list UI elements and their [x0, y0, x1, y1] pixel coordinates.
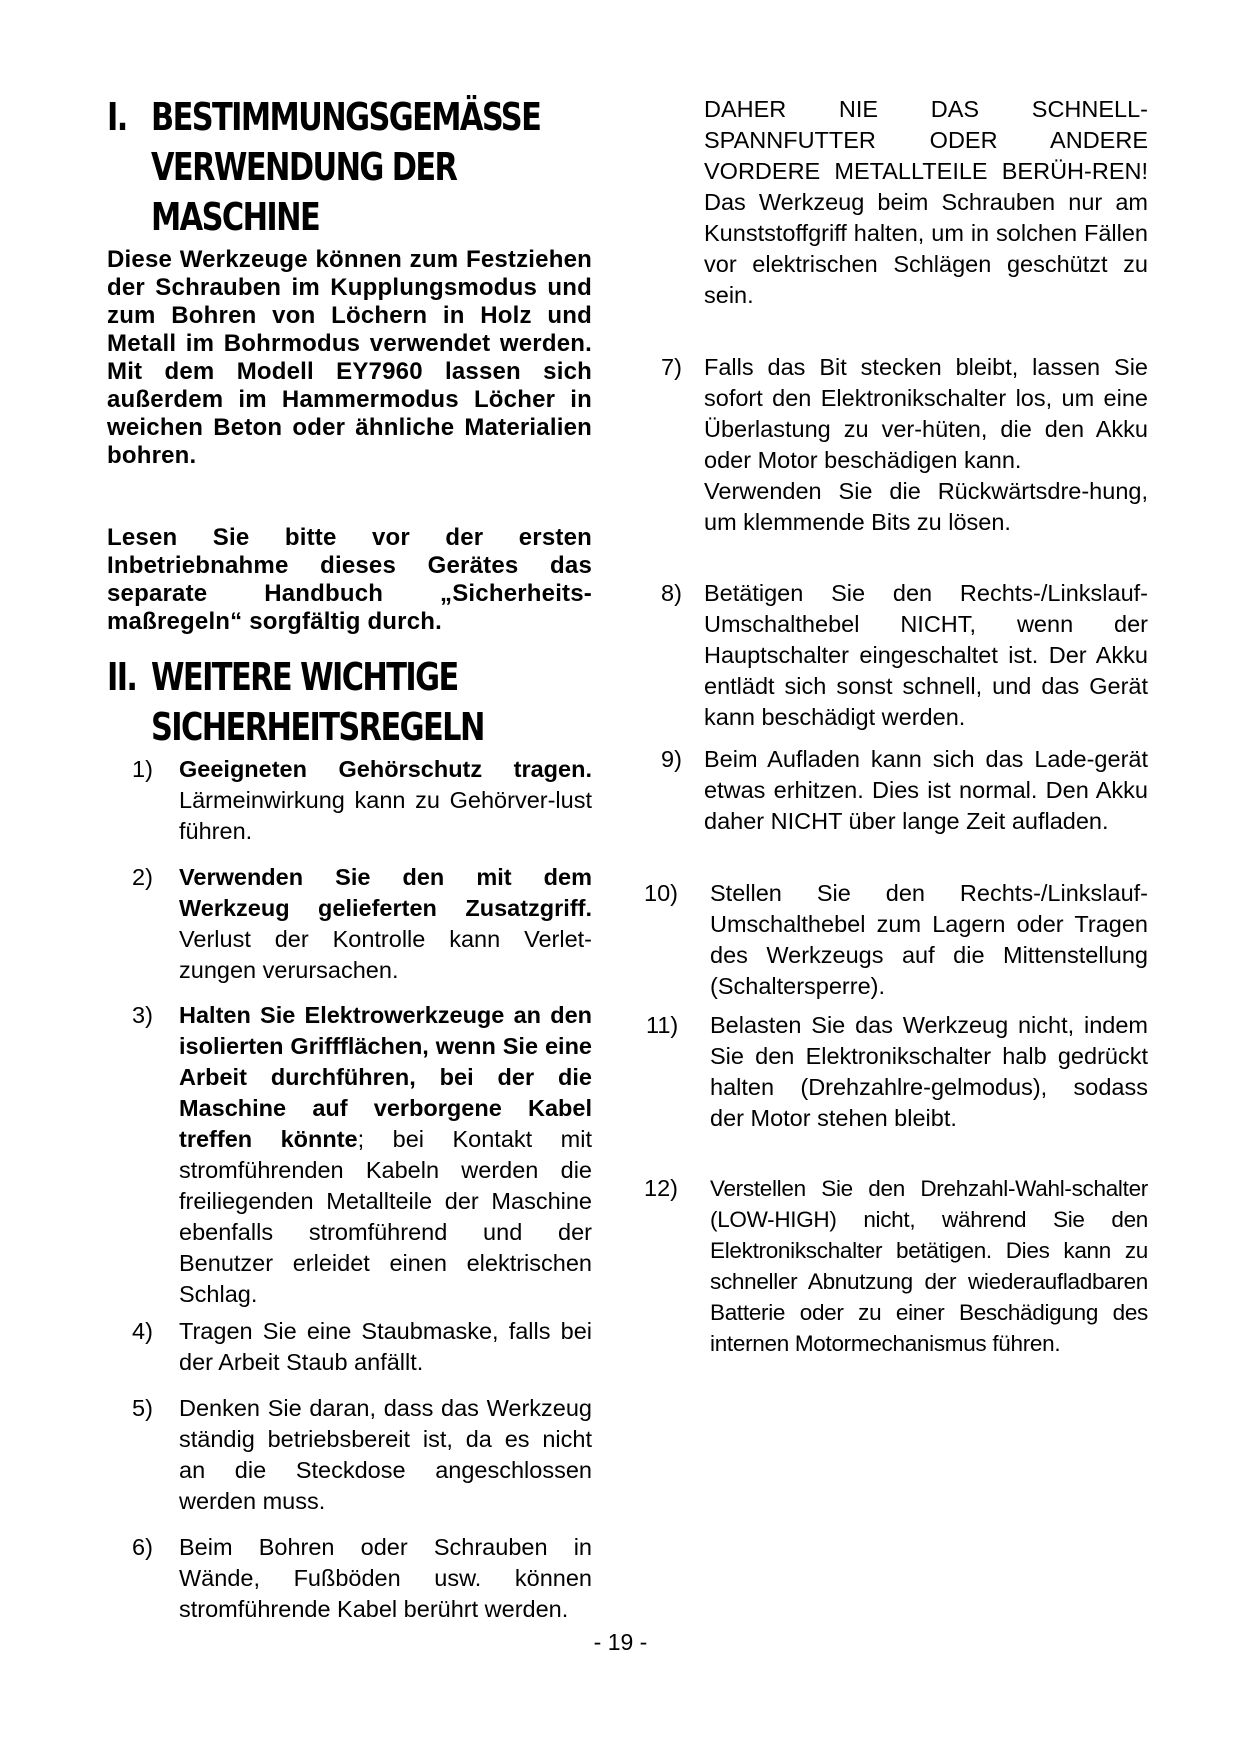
- intended-use-paragraph: Diese Werkzeuge können zum Festziehen der Schrauben im Kupplungsmodus und zum Bohren von Löchern in Holz und Metall im Bohrmodus verwendet werden. Mit dem Modell EY7960 lassen sich außerdem im Hammermodus Löcher in weichen Beton oder ähnliche Materialien bohren.: [107, 246, 592, 469]
- item-bold-text: Verwenden Sie den mit dem Werkzeug gelieferten Zusatzgriff.: [179, 864, 592, 921]
- item-number: 6): [132, 1534, 153, 1560]
- item-text-second: Verwenden Sie die Rückwärtsdre-hung, um klemmende Bits zu lösen.: [704, 478, 1148, 535]
- item-number: 4): [132, 1318, 153, 1344]
- item-number: 11): [646, 1012, 679, 1038]
- section-1-title-line3: MASCHINE: [151, 195, 320, 239]
- item-text: Denken Sie daran, dass das Werkzeug ständig betriebsbereit ist, da es nicht an die Steckdose angeschlossen werden muss.: [179, 1395, 592, 1514]
- section-1-number: I.: [107, 95, 127, 139]
- section-2-title-line2: SICHERHEITSREGELN: [151, 705, 484, 749]
- item-number: 7): [661, 354, 682, 380]
- item-text: Beim Bohren oder Schrauben in Wände, Fußböden usw. können stromführende Kabel berührt werden.: [179, 1534, 592, 1622]
- read-safety-manual-paragraph: Lesen Sie bitte vor der ersten Inbetriebnahme dieses Gerätes das separate Handbuch „Sicherheits-maßregeln“ sorgfältig durch.: [107, 524, 592, 635]
- section-2-title-line1: WEITERE WICHTIGE: [151, 655, 458, 699]
- item-text: Tragen Sie eine Staubmaske, falls bei der Arbeit Staub anfällt.: [179, 1318, 592, 1375]
- item-bold-text: Halten Sie Elektrowerkzeuge an den isolierten Griffflächen, wenn Sie eine Arbeit durchführen, bei der die Maschine auf verborgene Kabel treffen könnte: [179, 1002, 592, 1152]
- item-text: Verstellen Sie den Drehzahl-Wahl-schalter (LOW-HIGH) nicht, während Sie den Elektronikschalter betätigen. Dies kann zu schneller Abnutzung der wiederaufladbaren Batterie oder zu einer Beschädigung des internen Motormechanismus führen.: [710, 1176, 1148, 1356]
- page-number: - 19 -: [593, 1629, 648, 1655]
- item-number: 10): [644, 880, 678, 906]
- section-2-number: II.: [107, 655, 137, 699]
- item-number: 9): [661, 746, 682, 772]
- item-number: 12): [644, 1175, 678, 1201]
- item-text: Falls das Bit stecken bleibt, lassen Sie sofort den Elektronikschalter los, um eine Überlastung zu ver-hüten, die den Akku oder Motor beschädigen kann.: [704, 354, 1148, 473]
- item-6-continuation: DAHER NIE DAS SCHNELL-SPANNFUTTER ODER ANDERE VORDERE METALLTEILE BERÜH-REN! Das Werkzeug beim Schrauben nur am Kunststoffgriff halten, um in solchen Fällen vor elektrischen Schlägen geschützt zu sein.: [704, 96, 1148, 308]
- item-number: 5): [132, 1395, 153, 1421]
- item-text: Belasten Sie das Werkzeug nicht, indem Sie den Elektronikschalter halb gedrückt halten (Drehzahlre-gelmodus), sodass der Motor stehen bleibt.: [710, 1012, 1148, 1131]
- section-1-title-line2: VERWENDUNG DER: [151, 145, 457, 189]
- section-2-heading: [107, 652, 484, 752]
- item-number: 1): [132, 756, 153, 782]
- item-number: 3): [132, 1002, 153, 1028]
- item-number: 2): [132, 864, 153, 890]
- item-bold-text: Geeigneten Gehörschutz tragen.: [179, 756, 592, 782]
- item-text: Betätigen Sie den Rechts-/Linkslauf-Umschalthebel NICHT, wenn der Hauptschalter eingeschaltet ist. Der Akku entlädt sich sonst schnell, und das Gerät kann beschädigt werden.: [704, 580, 1148, 730]
- section-1-heading: [107, 92, 540, 242]
- section-1-title-line1: BESTIMMUNGSGEMÄSSE: [151, 95, 541, 139]
- item-text: Lärmeinwirkung kann zu Gehörver-lust führen.: [179, 787, 592, 844]
- item-text: Beim Aufladen kann sich das Lade-gerät etwas erhitzen. Dies ist normal. Den Akku daher NICHT über lange Zeit aufladen.: [704, 746, 1148, 834]
- item-number: 8): [661, 580, 682, 606]
- item-text: ; bei Kontakt mit stromführenden Kabeln werden die freiliegenden Metallteile der Maschine ebenfalls stromführend und der Benutzer erleidet einen elektrischen Schlag.: [179, 1126, 592, 1307]
- item-text: Stellen Sie den Rechts-/Linkslauf-Umschalthebel zum Lagern oder Tragen des Werkzeugs auf die Mittenstellung (Schaltersperre).: [710, 880, 1148, 999]
- item-text: Verlust der Kontrolle kann Verlet-zungen verursachen.: [179, 926, 592, 983]
